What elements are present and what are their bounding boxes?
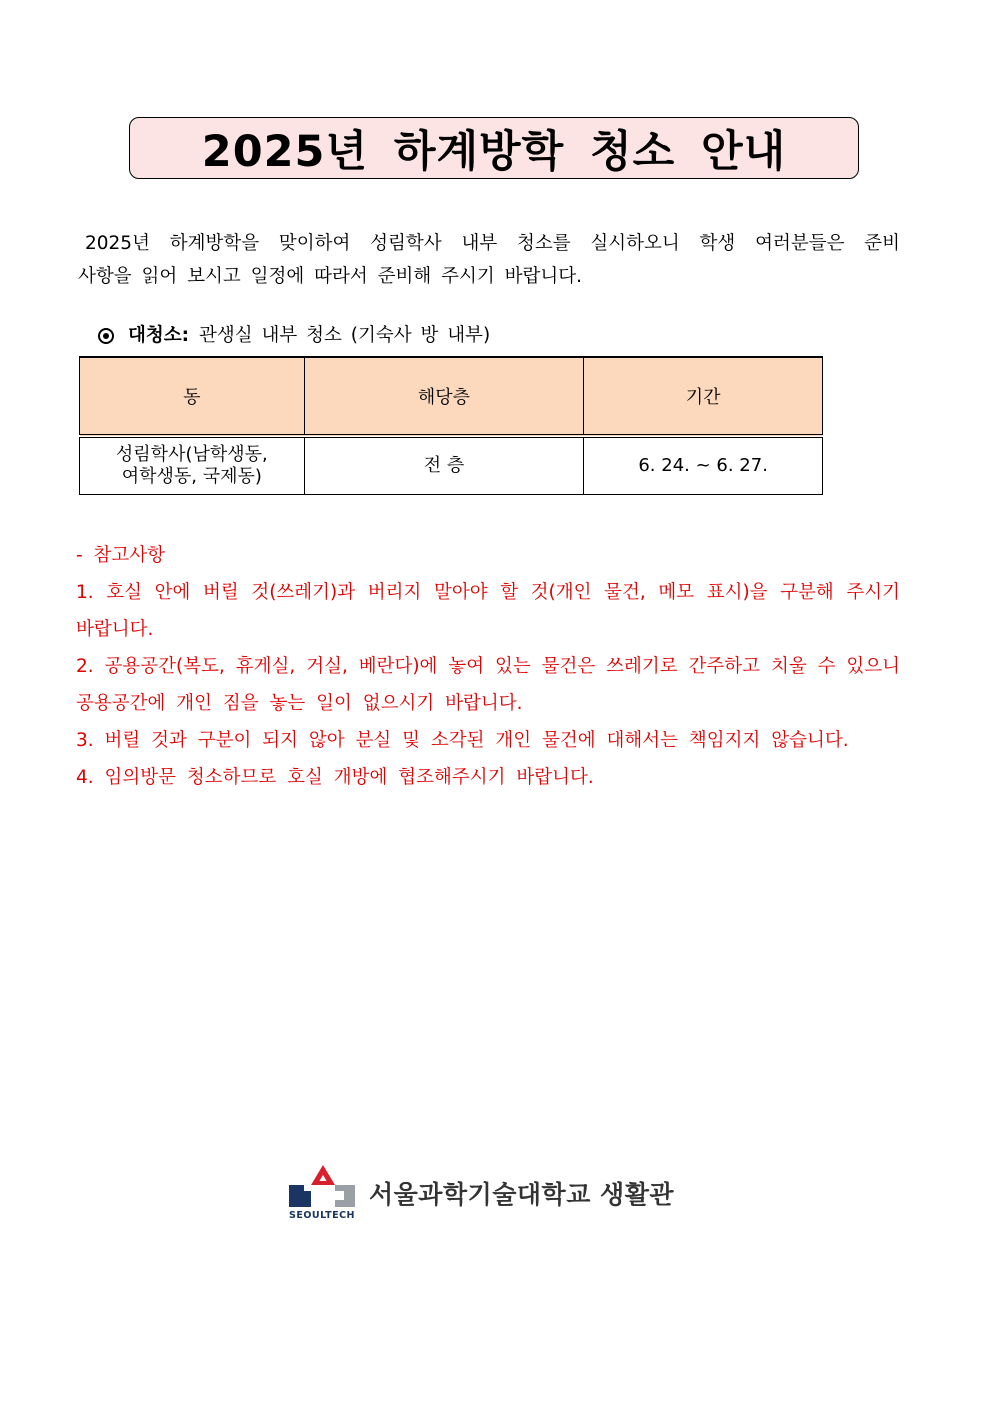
notes-heading: - 참고사항	[76, 545, 166, 566]
schedule-table	[79, 356, 823, 495]
header-floor: 해당층	[304, 357, 584, 436]
cell-floor: 전 층	[304, 436, 584, 495]
table-header-row	[80, 357, 823, 436]
note-item-1: 1. 호실 안에 버릴 것(쓰레기)과 버리지 말아야 할 것(개인 물건, 메모 표시)을 구분해 주시기 바랍니다.	[76, 582, 900, 640]
intro-line-2: 사항을 읽어 보시고 일정에 따라서 준비해 주시기 바랍니다.	[78, 266, 582, 287]
header-building: 동	[80, 357, 305, 436]
title-box	[129, 117, 859, 179]
seoultech-logo-icon	[289, 1163, 357, 1225]
logo-wordmark: SEOULTECH	[289, 1210, 355, 1221]
logo-mark	[289, 1163, 357, 1209]
cell-building	[80, 436, 305, 495]
notes-section	[76, 537, 900, 796]
header-period: 기간	[584, 357, 823, 436]
note-item-4: 4. 임의방문 청소하므로 호실 개방에 협조해주시기 바랍니다.	[76, 767, 594, 788]
note-item-3: 3. 버릴 것과 구분이 되지 않아 분실 및 소각된 개인 물건에 대해서는 책임지지 않습니다.	[76, 730, 849, 751]
cell-building-line-2: 여학생동, 국제동)	[121, 466, 262, 487]
section-heading	[98, 320, 490, 352]
radio-selected-icon	[98, 328, 114, 344]
note-item-2: 2. 공용공간(복도, 휴게실, 거실, 베란다)에 놓여 있는 물건은 쓰레기로 간주하고 치울 수 있으니 공용공간에 개인 짐을 놓는 일이 없으시기 바랍니다.	[76, 656, 900, 714]
intro-paragraph	[78, 227, 900, 293]
cell-building-line-1: 성림학사(남학생동,	[115, 444, 268, 465]
page-title: 2025년 하계방학 청소 안내	[201, 126, 787, 177]
organization-name: 서울과학기술대학교 생활관	[369, 1180, 675, 1209]
section-label: 대청소:	[128, 325, 190, 346]
cell-period: 6. 24. ~ 6. 27.	[584, 436, 823, 495]
intro-line-1: 2025년 하계방학을 맞이하여 성림학사 내부 청소를 실시하오니 학생 여러분들은 준비	[85, 233, 900, 254]
footer	[289, 1163, 674, 1225]
table-row	[80, 436, 823, 495]
section-description: 관생실 내부 청소 (기숙사 방 내부)	[199, 325, 491, 346]
